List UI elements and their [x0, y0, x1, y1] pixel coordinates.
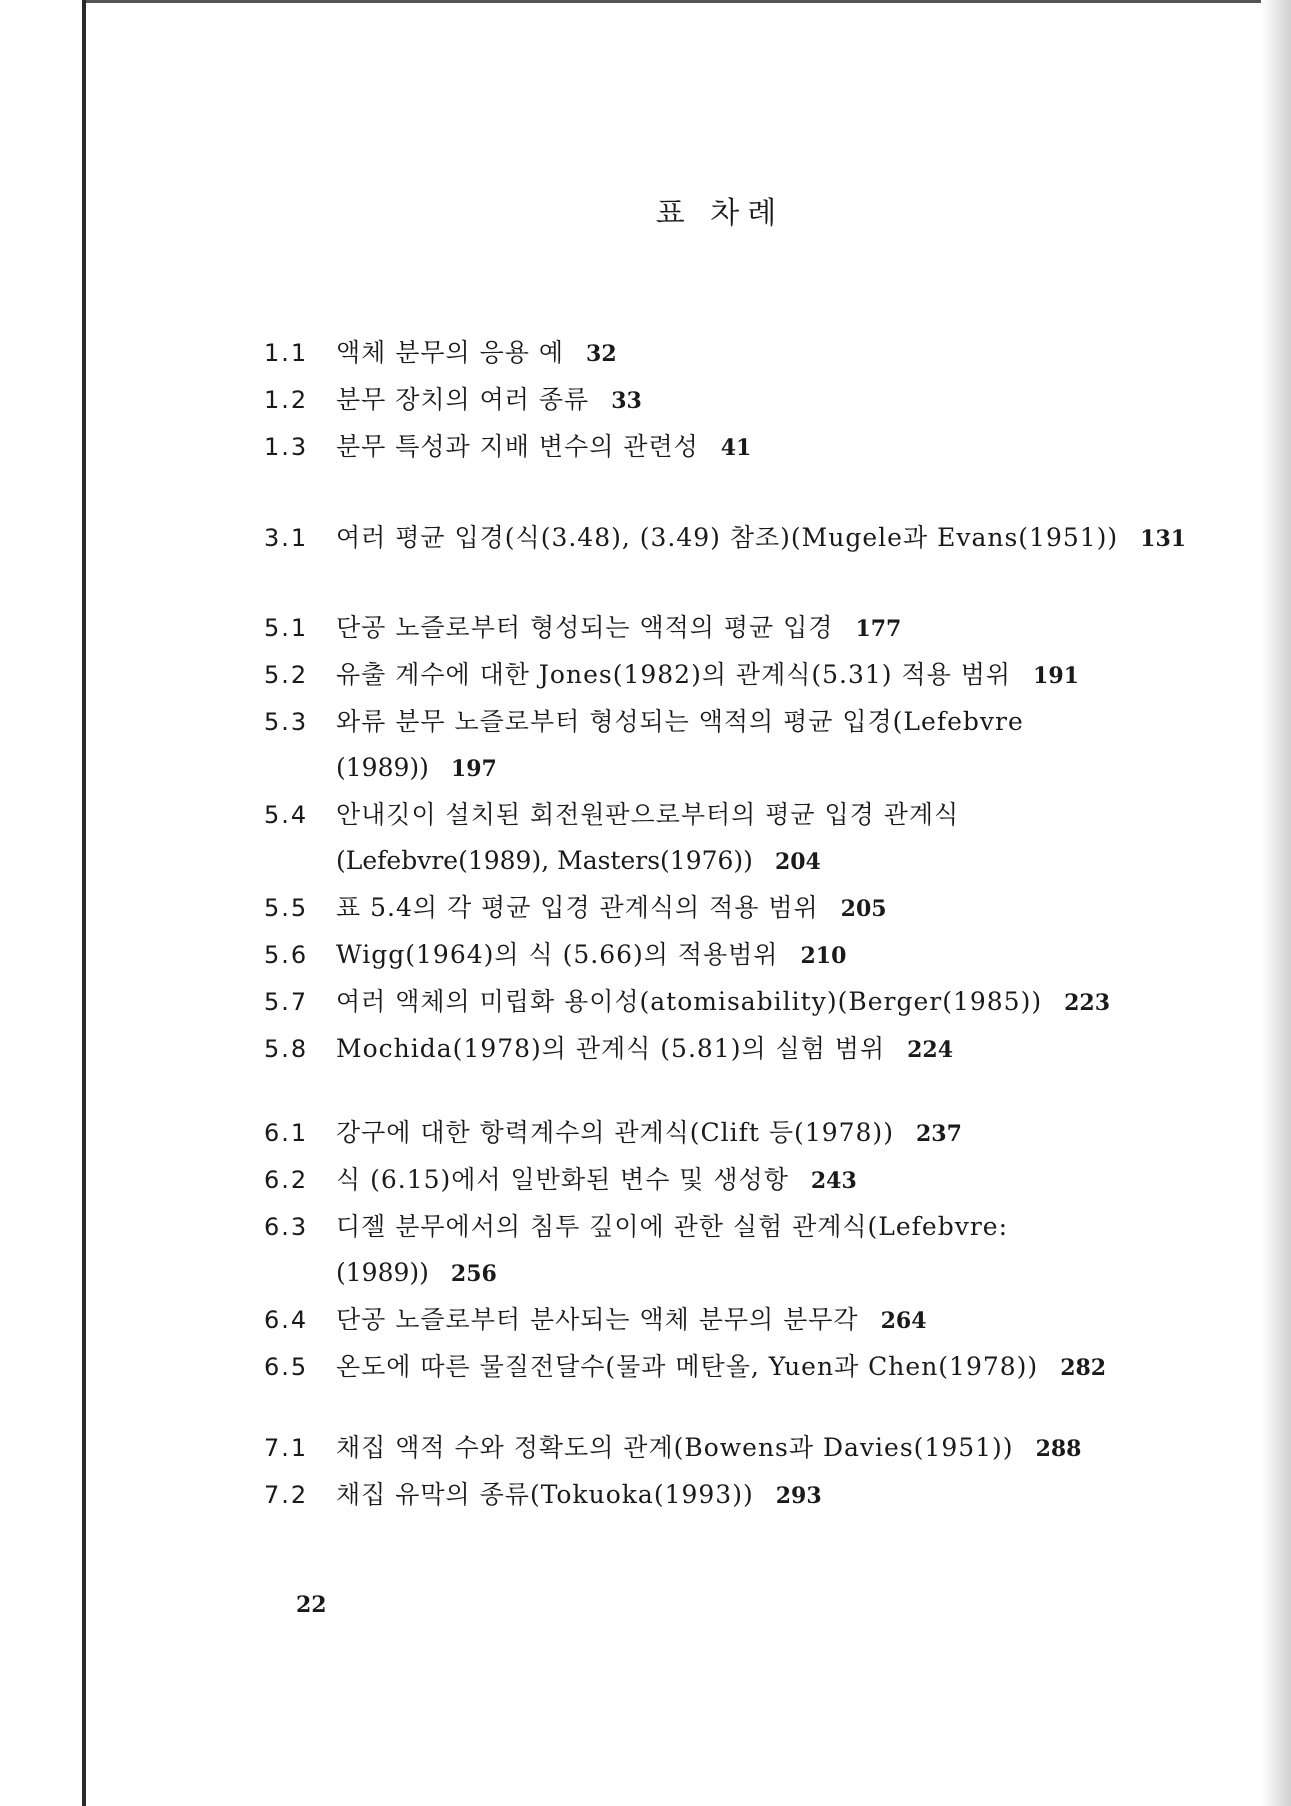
page-title: 표 차례 — [655, 196, 785, 231]
page-number: 22 — [296, 1592, 327, 1618]
toc-entry — [264, 1026, 1194, 1073]
entry-title-line2: (Lefebvre(1989), Masters(1976)) — [336, 846, 753, 875]
page-top-edge — [86, 0, 1286, 3]
entry-page: 32 — [586, 341, 617, 367]
entry-page: 223 — [1064, 990, 1111, 1016]
toc-group-chapter-1 — [264, 330, 1194, 471]
entry-continuation — [264, 1250, 1194, 1297]
toc-entry — [264, 377, 1194, 424]
entry-title-line2: (1989)) — [336, 753, 429, 782]
entry-number: 5.7 — [264, 988, 309, 1016]
entry-continuation — [264, 745, 1194, 792]
entry-page: 288 — [1035, 1436, 1082, 1462]
entry-page: 131 — [1140, 526, 1187, 552]
entry-title: Wigg(1964)의 식 (5.66)의 적용범위 — [336, 940, 779, 969]
toc-entry — [264, 932, 1194, 979]
toc-entry — [264, 979, 1194, 1026]
toc-entry — [264, 1472, 1194, 1519]
entry-number: 5.5 — [264, 894, 309, 922]
entry-title: 식 (6.15)에서 일반화된 변수 및 생성항 — [336, 1165, 789, 1194]
entry-continuation — [264, 838, 1194, 885]
entry-number: 6.3 — [264, 1213, 309, 1241]
entry-title: 채집 액적 수와 정확도의 관계(Bowens과 Davies(1951)) — [336, 1433, 1014, 1462]
entry-number: 7.2 — [264, 1481, 309, 1509]
entry-page: 197 — [450, 756, 497, 782]
toc-entry — [264, 424, 1194, 471]
toc-entry — [264, 699, 1194, 792]
entry-number: 5.4 — [264, 801, 309, 829]
entry-number: 1.1 — [264, 339, 309, 367]
entry-number: 3.1 — [264, 524, 309, 552]
toc-entry — [264, 330, 1194, 377]
entry-number: 5.3 — [264, 708, 309, 736]
toc-entry — [264, 605, 1194, 652]
toc-group-chapter-7 — [264, 1425, 1194, 1519]
toc-entry — [264, 652, 1194, 699]
entry-page: 256 — [450, 1261, 497, 1287]
entry-page: 264 — [880, 1308, 927, 1334]
entry-title-line2: (1989)) — [336, 1258, 429, 1287]
entry-number: 6.4 — [264, 1306, 309, 1334]
toc-group-chapter-5 — [264, 605, 1194, 1073]
entry-page: 191 — [1033, 663, 1079, 689]
entry-title: 여러 평균 입경(식(3.48), (3.49) 참조)(Mugele과 Evans(1951)) — [336, 523, 1119, 552]
toc-entry — [264, 792, 1194, 885]
entry-title: 여러 액체의 미립화 용이성(atomisability)(Berger(1985)) — [336, 987, 1043, 1016]
toc-entry — [264, 1344, 1194, 1391]
entry-title: 강구에 대한 항력계수의 관계식(Clift 등(1978)) — [336, 1118, 894, 1147]
entry-title: 표 5.4의 각 평균 입경 관계식의 적용 범위 — [336, 893, 819, 922]
entry-title: 와류 분무 노즐로부터 형성되는 액적의 평균 입경(Lefebvre — [336, 707, 1024, 736]
entry-number: 7.1 — [264, 1434, 309, 1462]
entry-title: 분무 특성과 지배 변수의 관련성 — [336, 432, 699, 461]
toc-entry — [264, 1157, 1194, 1204]
entry-title: 채집 유막의 종류(Tokuoka(1993)) — [336, 1480, 754, 1509]
entry-number: 1.3 — [264, 433, 309, 461]
entry-number: 6.5 — [264, 1353, 309, 1381]
toc-entry — [264, 515, 1194, 562]
toc-entry — [264, 1297, 1194, 1344]
entry-page: 237 — [915, 1121, 962, 1147]
entry-page: 282 — [1060, 1355, 1107, 1381]
entry-page: 33 — [611, 388, 642, 414]
toc-group-chapter-6 — [264, 1110, 1194, 1391]
entry-page: 210 — [800, 943, 847, 969]
entry-title: 단공 노즐로부터 형성되는 액적의 평균 입경 — [336, 613, 834, 642]
page-shadow — [1261, 0, 1291, 1806]
toc-entry — [264, 1204, 1194, 1297]
entry-number: 6.2 — [264, 1166, 309, 1194]
entry-number: 5.8 — [264, 1035, 309, 1063]
entry-title: 유출 계수에 대한 Jones(1982)의 관계식(5.31) 적용 범위 — [336, 660, 1012, 689]
entry-number: 5.1 — [264, 614, 309, 642]
book-binding-edge — [82, 0, 86, 1806]
entry-title: 액체 분무의 응용 예 — [336, 338, 565, 367]
entry-title: 분무 장치의 여러 종류 — [336, 385, 590, 414]
toc-entry — [264, 885, 1194, 932]
toc-entry — [264, 1425, 1194, 1472]
entry-title: Mochida(1978)의 관계식 (5.81)의 실험 범위 — [336, 1034, 886, 1063]
entry-number: 5.6 — [264, 941, 309, 969]
toc-entry — [264, 1110, 1194, 1157]
toc-group-chapter-3 — [264, 515, 1194, 562]
entry-page: 177 — [855, 616, 902, 642]
entry-page: 243 — [810, 1168, 857, 1194]
entry-title: 단공 노즐로부터 분사되는 액체 분무의 분무각 — [336, 1305, 859, 1334]
entry-title: 디젤 분무에서의 침투 깊이에 관한 실험 관계식(Lefebvre: — [336, 1212, 1009, 1241]
entry-number: 1.2 — [264, 386, 309, 414]
entry-page: 224 — [907, 1037, 954, 1063]
entry-number: 6.1 — [264, 1119, 309, 1147]
entry-page: 204 — [774, 849, 821, 875]
entry-page: 41 — [720, 435, 752, 461]
entry-page: 293 — [775, 1483, 822, 1509]
entry-number: 5.2 — [264, 661, 309, 689]
entry-page: 205 — [840, 896, 887, 922]
entry-title: 온도에 따른 물질전달수(물과 메탄올, Yuen과 Chen(1978)) — [336, 1352, 1039, 1381]
entry-title: 안내깃이 설치된 회전원판으로부터의 평균 입경 관계식 — [336, 800, 960, 829]
